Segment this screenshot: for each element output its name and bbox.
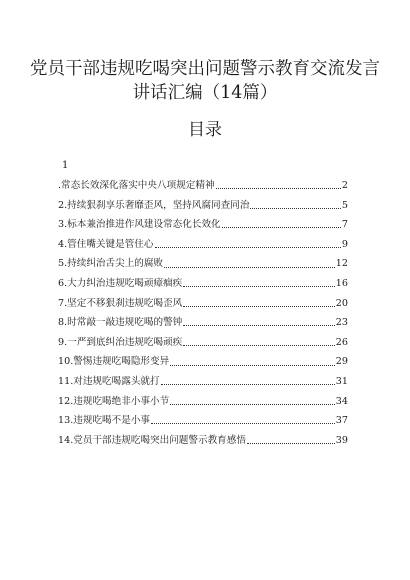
toc-entry-page-number: 26 [335, 336, 348, 348]
toc-entry[interactable] [58, 333, 348, 353]
toc-entry-page-number: 23 [335, 317, 348, 329]
toc-entry-page-number: 16 [335, 277, 348, 289]
toc-entry-page-number: 7 [341, 219, 348, 231]
toc-dot-leader [161, 384, 335, 385]
toc-entry[interactable] [58, 431, 348, 451]
toc-entry-title: 14.党员干部违规吃喝突出问题警示教育感悟 [58, 434, 246, 446]
toc-entry-title: 5.持续纠治舌尖上的腐败 [58, 258, 164, 270]
toc-dot-leader [183, 345, 335, 346]
toc-entry-title: 4.管住嘴关键是管住心 [58, 238, 154, 250]
toc-dot-leader [183, 306, 335, 307]
toc-entry-title: 6.大力纠治违规吃喝顽瘴痼疾 [58, 277, 183, 289]
toc-entry-title: 10.警惕违规吃喝隐形变异 [58, 356, 170, 368]
toc-entry-page-number: 31 [335, 375, 348, 387]
toc-entry[interactable] [58, 274, 348, 294]
toc-entry-page-number: 5 [341, 199, 348, 211]
toc-entry-title: 9.一严到底纠治违规吃喝顽疾 [58, 336, 183, 348]
toc-entry-title: 3.标本兼治推进作风建设常态化长效化 [58, 219, 221, 231]
document-title [20, 57, 390, 105]
toc-entry-title: .常态长效深化落实中央八项规定精神 [58, 180, 215, 191]
toc-entry[interactable] [58, 215, 348, 235]
toc-dot-leader [183, 325, 335, 326]
toc-entry-title: 2.持续狠刹享乐奢靡歪风，坚持风腐同查同治 [58, 199, 250, 211]
toc-dot-leader [250, 208, 340, 209]
toc-entry[interactable] [58, 352, 348, 372]
toc-entry[interactable] [58, 372, 348, 392]
toc-entry-page-number: 9 [341, 238, 348, 250]
toc-entry[interactable] [58, 313, 348, 333]
toc-entry-title: 13.违规吃喝不是小事 [58, 415, 151, 427]
toc-entry[interactable] [58, 196, 348, 216]
page-marker: 1 [62, 160, 69, 171]
toc-entry-page-number: 29 [335, 356, 348, 368]
toc-entry[interactable] [58, 176, 348, 196]
toc-entry-title: 7.坚定不移狠刹违规吃喝歪风 [58, 297, 183, 309]
toc-entry[interactable] [58, 411, 348, 431]
toc-entry-title: 11.对违规吃喝露头就打 [58, 375, 160, 387]
toc-entry-title: 8.时常敲一敲违规吃喝的警钟 [58, 317, 183, 329]
toc-entry-title: 12.违规吃喝绝非小事小节 [58, 395, 170, 407]
table-of-contents [58, 176, 348, 450]
title-line-2: 讲话汇编（14篇） [132, 83, 278, 103]
toc-entry[interactable] [58, 235, 348, 255]
toc-entry[interactable] [58, 254, 348, 274]
toc-dot-leader [183, 286, 335, 287]
toc-entry[interactable] [58, 294, 348, 314]
toc-entry-page-number: 39 [335, 434, 348, 446]
toc-entry[interactable] [58, 392, 348, 412]
toc-dot-leader [164, 267, 335, 268]
toc-dot-leader [170, 404, 335, 405]
toc-dot-leader [247, 443, 335, 444]
toc-dot-leader [222, 227, 341, 228]
toc-dot-leader [216, 188, 341, 189]
toc-entry-page-number: 34 [335, 395, 348, 407]
toc-dot-leader [155, 247, 341, 248]
toc-entry-page-number: 20 [335, 297, 348, 309]
toc-entry-page-number: 37 [335, 415, 348, 427]
toc-entry-page-number: 2 [341, 180, 348, 191]
toc-dot-leader [151, 423, 335, 424]
title-line-1: 党员干部违规吃喝突出问题警示教育交流发言 [30, 59, 380, 79]
toc-heading: 目录 [188, 120, 222, 140]
toc-dot-leader [170, 365, 335, 366]
toc-entry-page-number: 12 [335, 258, 348, 270]
